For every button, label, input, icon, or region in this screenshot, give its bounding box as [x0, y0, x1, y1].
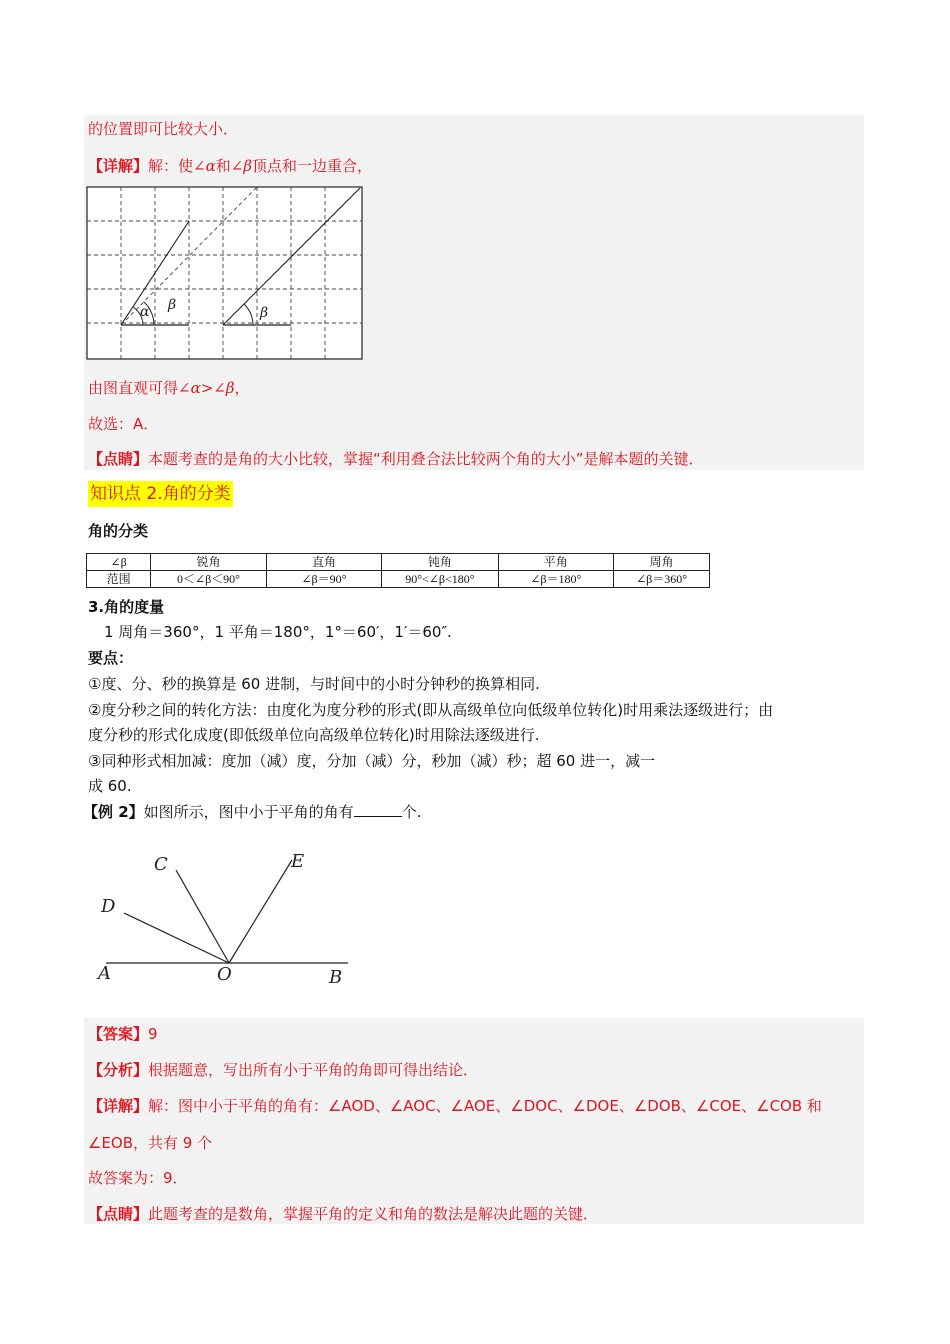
answer-line: 【答案】9: [88, 1025, 158, 1043]
key-point-3-line-2: 成 60.: [88, 777, 132, 795]
table-cell: 钝角: [382, 554, 498, 571]
label-O: O: [217, 964, 232, 985]
ray-OE: [229, 860, 292, 963]
measure-formula: 1 周角＝360°，1 平角＝180°，1°＝60′，1′＝60″.: [104, 623, 452, 641]
answer-blank: [354, 802, 402, 817]
beta-label-right: β: [260, 305, 269, 321]
detail-line-2: ∠EOB，共有 9 个: [88, 1134, 213, 1152]
table-cell: 周角: [614, 554, 710, 571]
final-answer-line: 故答案为：9．: [88, 1169, 188, 1187]
classification-heading: 角的分类: [88, 522, 149, 540]
table-cell: 直角: [266, 554, 381, 571]
choice-line: 故选：A．: [88, 415, 159, 433]
key-point-2-line-2: 度分秒的形式化成度(即低级单位向高级单位转化)时用除法逐级进行.: [88, 726, 540, 744]
label-A: A: [98, 963, 111, 984]
table-cell: 范围: [87, 571, 151, 588]
key-point-1: ①度、分、秒的换算是 60 进制，与时间中的小时分钟秒的换算相同.: [88, 675, 540, 693]
table-cell: 锐角: [151, 554, 266, 571]
comment-tag: 【点睛】: [88, 450, 149, 468]
table-cell: ∠β＝90°: [266, 571, 381, 588]
ray-OD: [124, 913, 229, 963]
answer-tag: 【答案】: [88, 1025, 149, 1043]
angle-comparison: ∠α>∠β: [178, 379, 235, 397]
table-cell: 90°<∠β<180°: [382, 571, 498, 588]
angle-grid-figure: [86, 186, 364, 362]
label-C: C: [154, 854, 168, 875]
alpha-label: α: [140, 304, 150, 320]
table-cell: ∠β: [87, 554, 151, 571]
label-E: E: [291, 851, 305, 872]
detail-line-1: 【详解】解：图中小于平角的角有：∠AOD、∠AOC、∠AOE、∠DOC、∠DOE、∠DOB、∠COE、∠COB 和: [88, 1097, 822, 1115]
angle-classification-table: [86, 553, 710, 588]
key-points-label: 要点：: [88, 649, 134, 667]
comment-line-2: 【点睛】此题考查的是数角，掌握平角的定义和角的数法是解决此题的关键．: [88, 1205, 599, 1223]
comment-line-1: 【点睛】本题考查的是角的大小比较，掌握“利用叠合法比较两个角的大小”是解本题的关键．: [88, 450, 704, 468]
example-2-question: 【例 2】如图所示，图中小于平角的角有 个.: [83, 803, 422, 821]
key-point-2-line-1: ②度分秒之间的转化方法：由度化为度分秒的形式(即从高级单位向低级单位转化)时用乘法逐级进行；由: [88, 701, 774, 719]
key-point-3-line-1: ③同种形式相加减：度加（减）度，分加（减）分，秒加（减）秒；超 60 进一，减一: [88, 752, 656, 770]
solution-block-2: [84, 1018, 864, 1224]
detail-tag: 【详解】: [88, 157, 149, 175]
table-cell: 0＜∠β＜90°: [151, 571, 266, 588]
beta-label-left: β: [168, 297, 177, 313]
angle-beta: ∠β: [230, 157, 252, 175]
solution-detail-line: 【详解】解：使∠α和∠β顶点和一边重合，: [88, 157, 373, 175]
observation-line: 由图直观可得∠α>∠β，: [88, 379, 250, 397]
example-tag: 【例 2】: [83, 803, 144, 821]
table-cell: 平角: [498, 554, 614, 571]
knowledge-point-title: 知识点 2.角的分类: [88, 481, 233, 507]
table-row: [87, 571, 710, 588]
analysis-line: 【分析】根据题意，写出所有小于平角的角即可得出结论．: [88, 1061, 479, 1079]
ray-OC: [176, 870, 229, 963]
label-B: B: [329, 967, 343, 988]
comment-tag-2: 【点睛】: [88, 1205, 149, 1223]
solution-intro-tail: 的位置即可比较大小．: [88, 120, 239, 138]
measure-heading: 3.角的度量: [88, 598, 165, 616]
detail-tag-2: 【详解】: [88, 1097, 149, 1115]
table-cell: ∠β＝360°: [614, 571, 710, 588]
angle-alpha: ∠α: [193, 157, 216, 175]
label-D: D: [101, 896, 116, 917]
analysis-tag: 【分析】: [88, 1061, 149, 1079]
table-header-row: [87, 554, 710, 571]
rays-figure: [92, 840, 362, 990]
table-cell: ∠β＝180°: [498, 571, 614, 588]
